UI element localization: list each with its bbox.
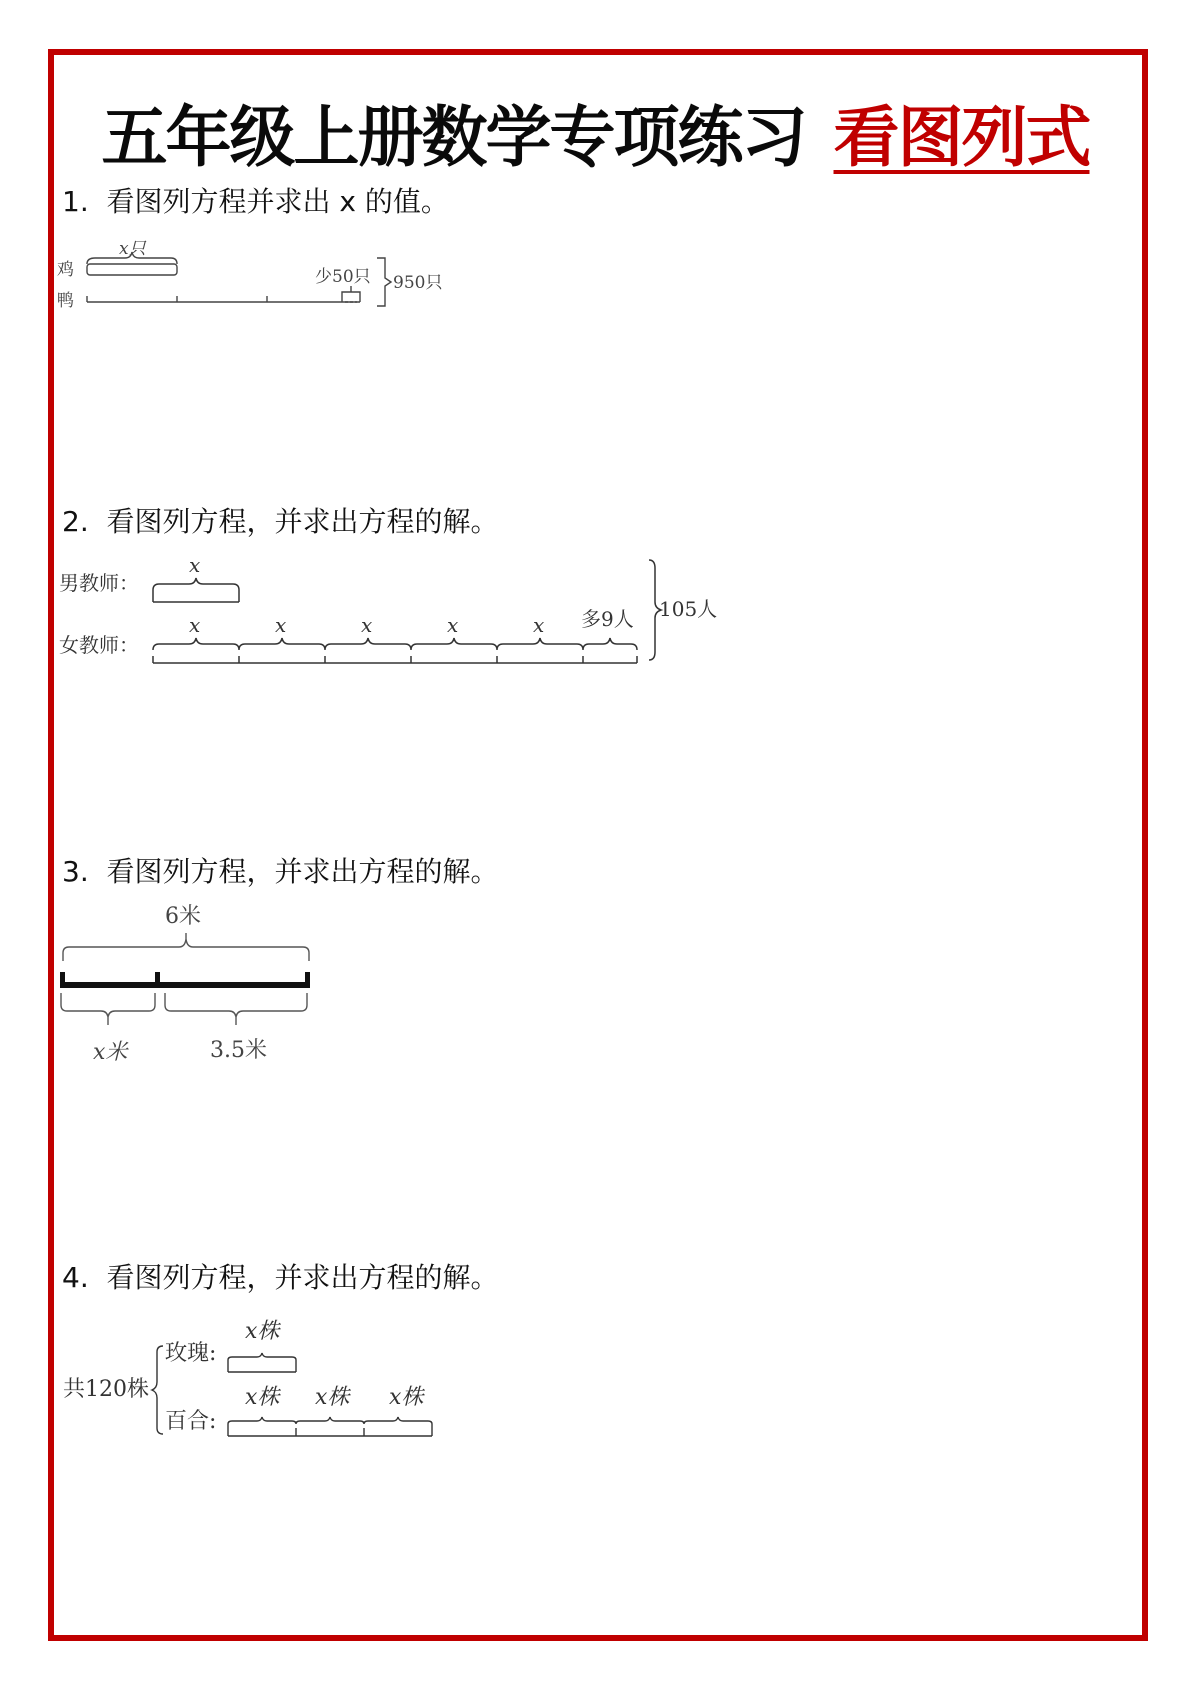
row-label-male: 男教师： [59,571,139,595]
left-segment-label: x米 [93,1040,128,1065]
female-brace-label: x [361,613,373,637]
question-1-diagram [55,230,455,320]
chicken-brace-label: x只 [119,239,146,259]
row-label-female: 女教师： [59,633,139,657]
question-3-diagram [55,895,335,1085]
rose-brace-label: x株 [245,1319,280,1344]
total-label: 共120株 [63,1377,149,1402]
question-text: 看图列方程，并求出方程的解。 [106,855,499,888]
question-4-diagram [55,1310,475,1470]
less-label: 少50只 [315,267,371,287]
female-brace-label: x [533,613,545,637]
row-label-lily: 百合: [165,1409,217,1434]
question-number: 1. [62,185,89,218]
question-number: 3. [62,855,89,888]
female-brace-label: x [275,613,287,637]
row-label-chicken: 鸡 [57,260,74,280]
male-brace-label: x [189,553,201,577]
lily-brace-label: x株 [315,1385,350,1410]
page-title [0,84,1191,179]
row-label-rose: 玫瑰: [165,1341,217,1366]
question-2-prompt [62,500,499,540]
female-brace-label: x [189,613,201,637]
question-text: 看图列方程，并求出方程的解。 [106,505,499,538]
female-brace-label: x [447,613,459,637]
question-number: 4. [62,1261,89,1294]
question-text: 看图列方程，并求出方程的解。 [106,1261,499,1294]
title-main: 五年级上册数学专项练习 [101,99,806,176]
total-label: 950只 [393,273,443,293]
question-text: 看图列方程并求出 x 的值。 [106,185,449,218]
question-2-diagram [55,550,775,680]
row-label-duck: 鸭 [57,291,74,311]
question-3-prompt [62,850,499,890]
question-4-prompt [62,1256,499,1296]
right-segment-label: 3.5米 [210,1038,267,1063]
lily-brace-label: x株 [245,1385,280,1410]
question-number: 2. [62,505,89,538]
more-label: 多9人 [581,607,634,631]
question-1-prompt [62,180,449,220]
title-highlight: 看图列式 [833,99,1090,176]
total-label: 6米 [165,904,201,929]
total-label: 105人 [659,597,718,621]
lily-brace-label: x株 [389,1385,424,1410]
